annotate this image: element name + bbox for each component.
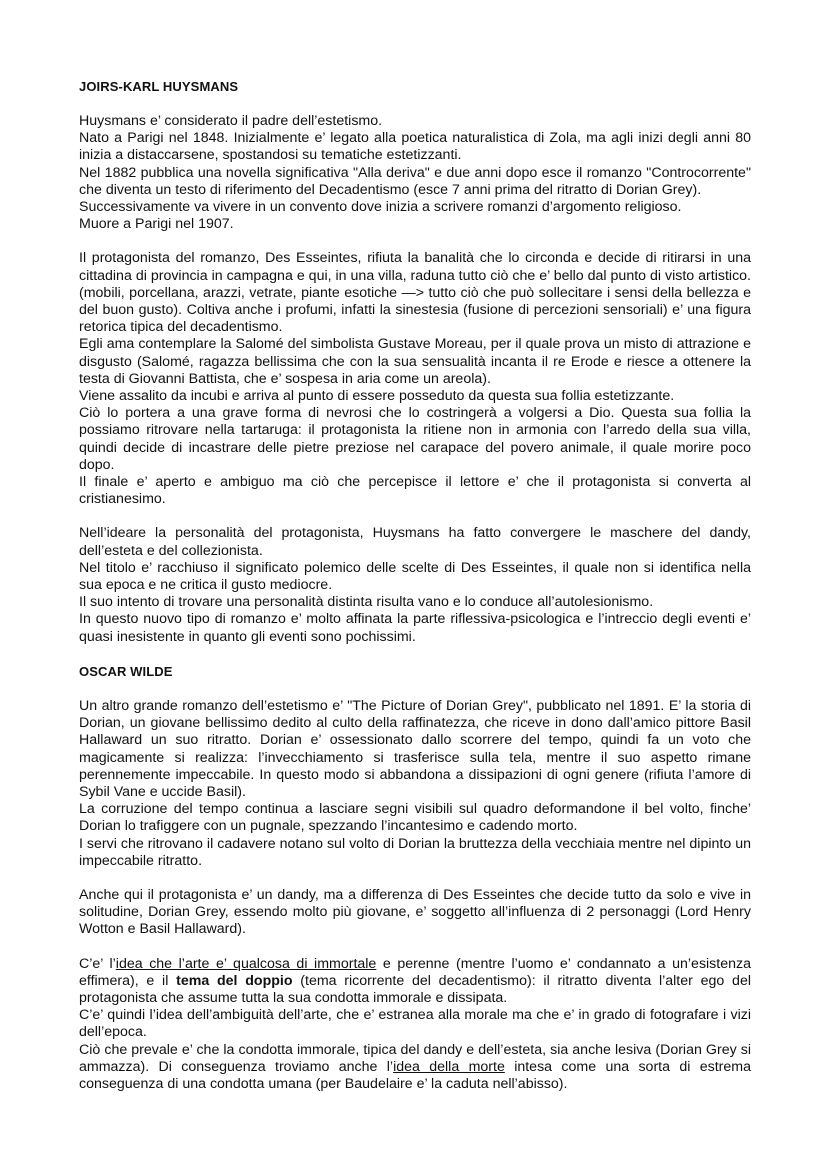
text-run: Ciò che prevale e’ che la condotta immorale, tipica del dandy e dell’esteta, sia anche lesiva (Dorian Grey si ammazza). Di conseguenza troviamo anche l’ [79,1041,751,1075]
paragraph: Egli ama contemplare la Salomé del simbolista Gustave Moreau, per il quale prova un misto di attrazione e disgusto (Salomé, ragazza bellissima che con la sua sensualità incanta il re Erode e riesce a ottenere la testa di Giovanni Battista, che e’ sospesa in aria come un areola). [79,336,751,387]
paragraph: Viene assalito da incubi e arriva al punto di essere posseduto da questa sua follia estetizzante. [79,388,675,405]
text-run: C’e’ l’ [79,955,116,972]
paragraph: C’e’ quindi l’idea dell’ambiguità dell’arte, che e’ estranea alla morale ma che e’ in grado di fotografare i vizi dell’epoca. [79,1007,751,1041]
paragraph: La corruzione del tempo continua a lasciare segni visibili sul quadro deformandone il bel volto, finche’ Dorian lo trafiggere con un pugnale, spezzando l’incantesimo e cadendo morto. [79,801,751,835]
text-run: (tema ricorrente del decadentismo): il ritratto diventa l’alter ego del protagonista che assume tutta la sua condotta immorale e dissipata. [79,972,751,1006]
section-heading-wilde: OSCAR WILDE [79,663,173,679]
text-run: intesa come una sorta di estrema conseguenza di una condotta umana (per Baudelaire e’ la caduta nell’abisso). [79,1058,751,1092]
paragraph: Anche qui il protagonista e’ un dandy, ma a differenza di Des Esseintes che decide tutto da solo e vive in solitudine, Dorian Grey, essendo molto più giovane, e’ soggetto all’influenza di 2 personaggi (Lord Henry Wotton e Basil Hallaward). [79,886,751,938]
paragraph: Il finale e’ aperto e ambiguo ma ciò che percepisce il lettore e’ che il protagonista si converta al cristianesimo. [79,474,751,508]
paragraph: Successivamente va vivere in un convento dove inizia a scrivere romanzi d’argomento religioso. [79,199,682,216]
paragraph: Nel titolo e’ racchiuso il significato polemico delle scelte di Des Esseintes, il quale non si identifica nella sua epoca e ne critica il gusto mediocre. [79,559,751,594]
paragraph: Nato a Parigi nel 1848. Inizialmente e’ legato alla poetica naturalistica di Zola, ma agli inizi degli anni 80 inizia a distaccarsene, spostandosi su tematiche estetizzanti. [79,130,751,164]
wilde-themes [79,956,751,1094]
section-heading-huysmans: JOIRS-KARL HUYSMANS [79,79,239,94]
underlined-phrase: idea della morte [393,1058,505,1075]
paragraph: Muore a Parigi nel 1907. [79,216,234,233]
paragraph: I servi che ritrovano il cadavere notano sul volto di Dorian la bruttezza della vecchiaia mentre nel dipinto un impeccabile ritratto. [79,835,751,869]
underlined-phrase: idea che l’arte e’ qualcosa di immortale [115,955,377,972]
paragraph: Huysmans e’ considerato il padre dell’estetismo. [79,113,383,129]
paragraph: Ciò lo portera a una grave forma di nevrosi che lo costringerà a volgersi a Dio. Questa sua follia la possiamo ritrovare nella tartaruga: il protagonista la ritiene non in armonia con l’arredo della sua villa, quindi decide di incastrare delle pietre preziose nel carapace del povero animale, il quale morire poco dopo. [79,405,751,473]
wilde-plot [79,698,751,870]
wilde-dandy [79,887,751,939]
document-page [79,78,751,1110]
paragraph: Nel 1882 pubblica una novella significativa "Alla deriva" e due anni dopo esce il romanzo "Controcorrente" che diventa un testo di riferimento del Decadentismo (esce 7 anni prima del ritratto di Dorian Grey). [79,164,751,198]
paragraph [79,956,751,1008]
paragraph [79,1042,751,1094]
paragraph: Il suo intento di trovare una personalità distinta risulta vano e lo conduce all’autolesionismo. [79,594,654,611]
huysmans-plot [79,250,751,508]
text-run: e perenne (mentre l’uomo e’ condannato a un’esistenza effimera), e il [79,955,751,989]
paragraph: Il protagonista del romanzo, Des Esseintes, rifiuta la banalità che lo circonda e decide di ritirarsi in una cittadina di provincia in campagna e qui, in una villa, raduna tutto ciò che e’ bello dal punto di visto artistico. (mobili, porcellana, arazzi, vetrate, piante esotiche —> tutto ciò che può sollecitare i sensi della bellezza e del buon gusto). Coltiva anche i profumi, infatti la sinestesia (fusione di percezioni sensoriali) e’ una figura retorica tipica del decadentismo. [79,250,751,336]
paragraph: Un altro grande romanzo dell’estetismo e’ "The Picture of Dorian Grey", pubblicato nel 1891. E’ la storia di Dorian, un giovane bellissimo dedito al culto della raffinatezza, che riceve in dono dall’amico pittore Basil Hallaward un suo ritratto. Dorian e’ ossessionato dallo scorrere del tempo, quindi fa un voto che magicamente si realizza: l’invecchiamento si trasferisce sulla tela, mentre il suo aspetto rimane perennemente impeccabile. In questo modo si abbandona a dissipazioni di ogni genere (rifiuta l’amore di Sybil Vane e uccide Basil). [79,697,751,800]
paragraph: Nell’ideare la personalità del protagonista, Huysmans ha fatto convergere le maschere del dandy, dell’esteta e del collezionista. [79,525,751,559]
huysmans-intro [79,113,751,233]
paragraph: In questo nuovo tipo di romanzo e’ molto affinata la parte riflessiva-psicologica e l’intreccio degli eventi e’ quasi inesistente in quanto gli eventi sono pochissimi. [79,611,751,645]
huysmans-analysis [79,525,751,645]
bold-phrase: tema del doppio [176,972,293,989]
